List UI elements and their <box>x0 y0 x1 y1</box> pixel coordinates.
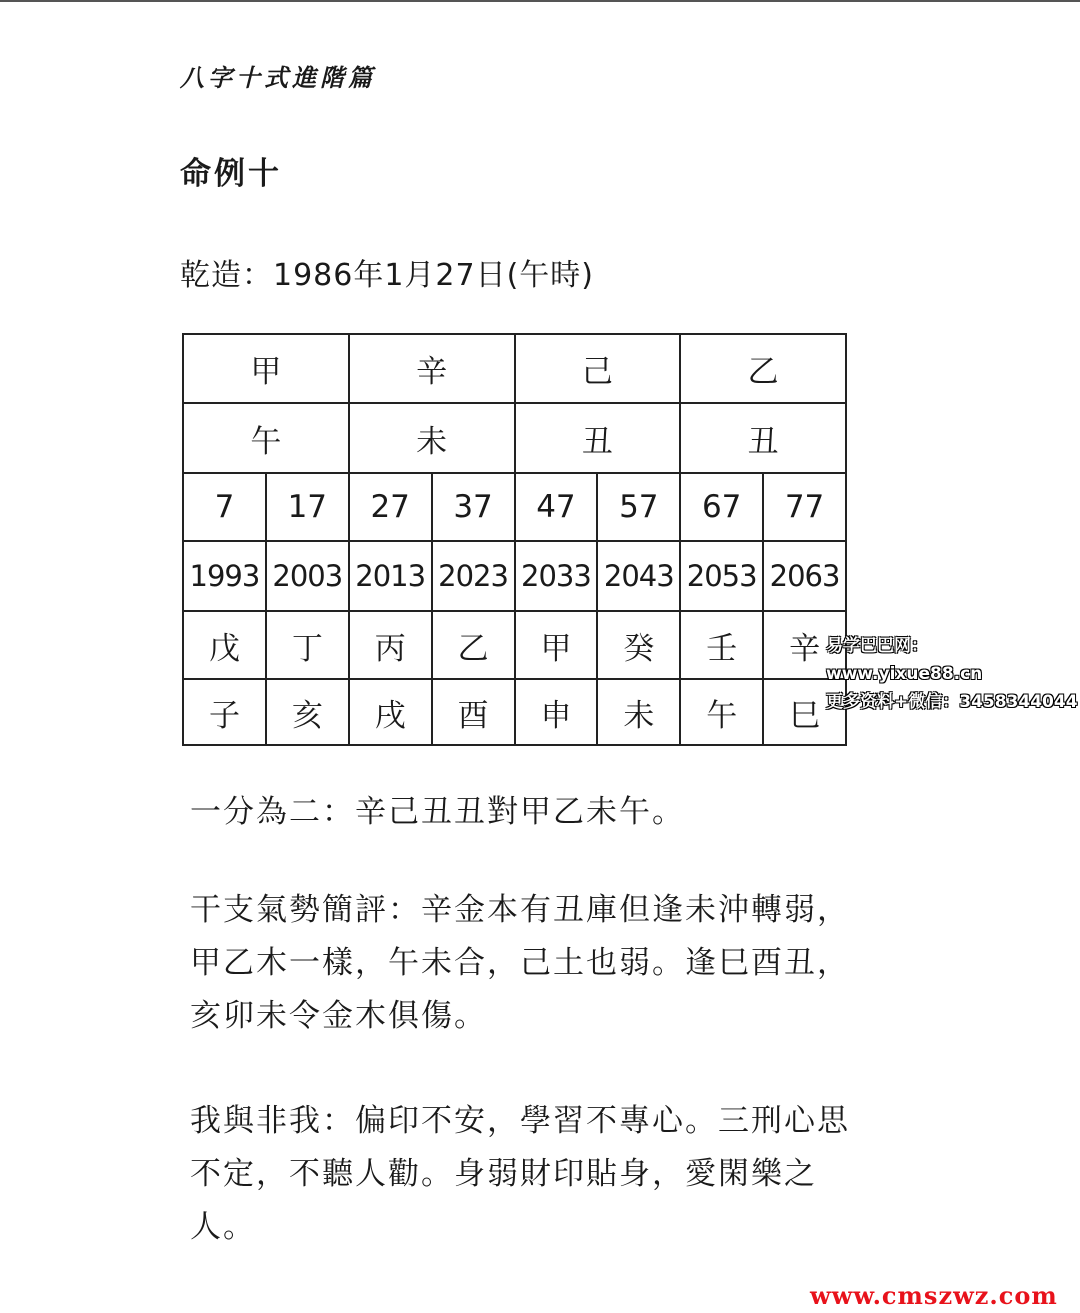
luck-stem-cell: 癸 <box>597 611 680 679</box>
luck-stem-cell: 戊 <box>183 611 266 679</box>
side-watermark-line2: 更多资料+微信：3458344044 <box>826 692 1078 712</box>
pillar-stem-day: 己 <box>515 334 681 403</box>
luck-stems-row <box>183 611 846 679</box>
luck-stem-cell: 丙 <box>349 611 432 679</box>
luck-branch-cell: 午 <box>680 679 763 745</box>
luck-stem-cell: 壬 <box>680 611 763 679</box>
bazi-chart <box>182 333 847 746</box>
pillar-stems-row <box>183 334 846 403</box>
luck-year-cell: 2033 <box>515 541 598 611</box>
luck-age-cell: 77 <box>763 473 846 541</box>
self-paragraph: 我與非我：偏印不安，學習不專心。三刑心思不定，不聽人勸。身弱財印貼身，愛閑樂之人。 <box>190 1103 850 1245</box>
luck-branch-cell: 亥 <box>266 679 349 745</box>
bottom-watermark: www.cmszwz.com <box>810 1281 1058 1310</box>
luck-branch-cell: 申 <box>515 679 598 745</box>
luck-year-cell: 1993 <box>183 541 266 611</box>
side-watermark-line1: 易学巴巴网：www.yixue88.cn <box>826 636 983 684</box>
luck-branch-cell: 巳 <box>763 679 846 745</box>
luck-age-cell: 37 <box>432 473 515 541</box>
luck-year-cell: 2003 <box>266 541 349 611</box>
luck-branch-cell: 戌 <box>349 679 432 745</box>
luck-age-cell: 27 <box>349 473 432 541</box>
pillar-branches-row <box>183 403 846 473</box>
luck-stem-cell: 甲 <box>515 611 598 679</box>
luck-years-row <box>183 541 846 611</box>
luck-branches-row <box>183 679 846 745</box>
luck-year-cell: 2023 <box>432 541 515 611</box>
pillar-branch-year: 午 <box>183 403 349 473</box>
luck-stem-cell: 丁 <box>266 611 349 679</box>
case-title: 命例十 <box>180 156 282 192</box>
luck-age-cell: 47 <box>515 473 598 541</box>
side-watermark <box>826 632 1080 716</box>
luck-stem-cell: 乙 <box>432 611 515 679</box>
pillar-branch-day: 丑 <box>515 403 681 473</box>
luck-year-cell: 2063 <box>763 541 846 611</box>
split-paragraph: 一分為二：辛己丑丑對甲乙未午。 <box>190 794 685 830</box>
pillar-stem-year: 甲 <box>183 334 349 403</box>
luck-age-cell: 57 <box>597 473 680 541</box>
luck-year-cell: 2013 <box>349 541 432 611</box>
luck-age-cell: 7 <box>183 473 266 541</box>
pillar-branch-month: 未 <box>349 403 515 473</box>
pillar-stem-month: 辛 <box>349 334 515 403</box>
birth-info: 乾造：1986年1月27日(午時) <box>180 258 595 293</box>
pillar-stem-hour: 乙 <box>680 334 846 403</box>
luck-age-cell: 67 <box>680 473 763 541</box>
assessment-paragraph: 干支氣勢簡評：辛金本有丑庫但逢未沖轉弱，甲乙木一樣，午未合，己土也弱。逢巳酉丑，亥卯未令金木俱傷。 <box>190 892 850 1034</box>
luck-age-cell: 17 <box>266 473 349 541</box>
luck-year-cell: 2053 <box>680 541 763 611</box>
luck-branch-cell: 酉 <box>432 679 515 745</box>
luck-stem-cell: 辛 <box>763 611 846 679</box>
page-top-border <box>0 0 1080 2</box>
luck-ages-row <box>183 473 846 541</box>
luck-branch-cell: 子 <box>183 679 266 745</box>
pillar-branch-hour: 丑 <box>680 403 846 473</box>
luck-branch-cell: 未 <box>597 679 680 745</box>
luck-year-cell: 2043 <box>597 541 680 611</box>
running-head: 八字十式進階篇 <box>180 63 376 92</box>
